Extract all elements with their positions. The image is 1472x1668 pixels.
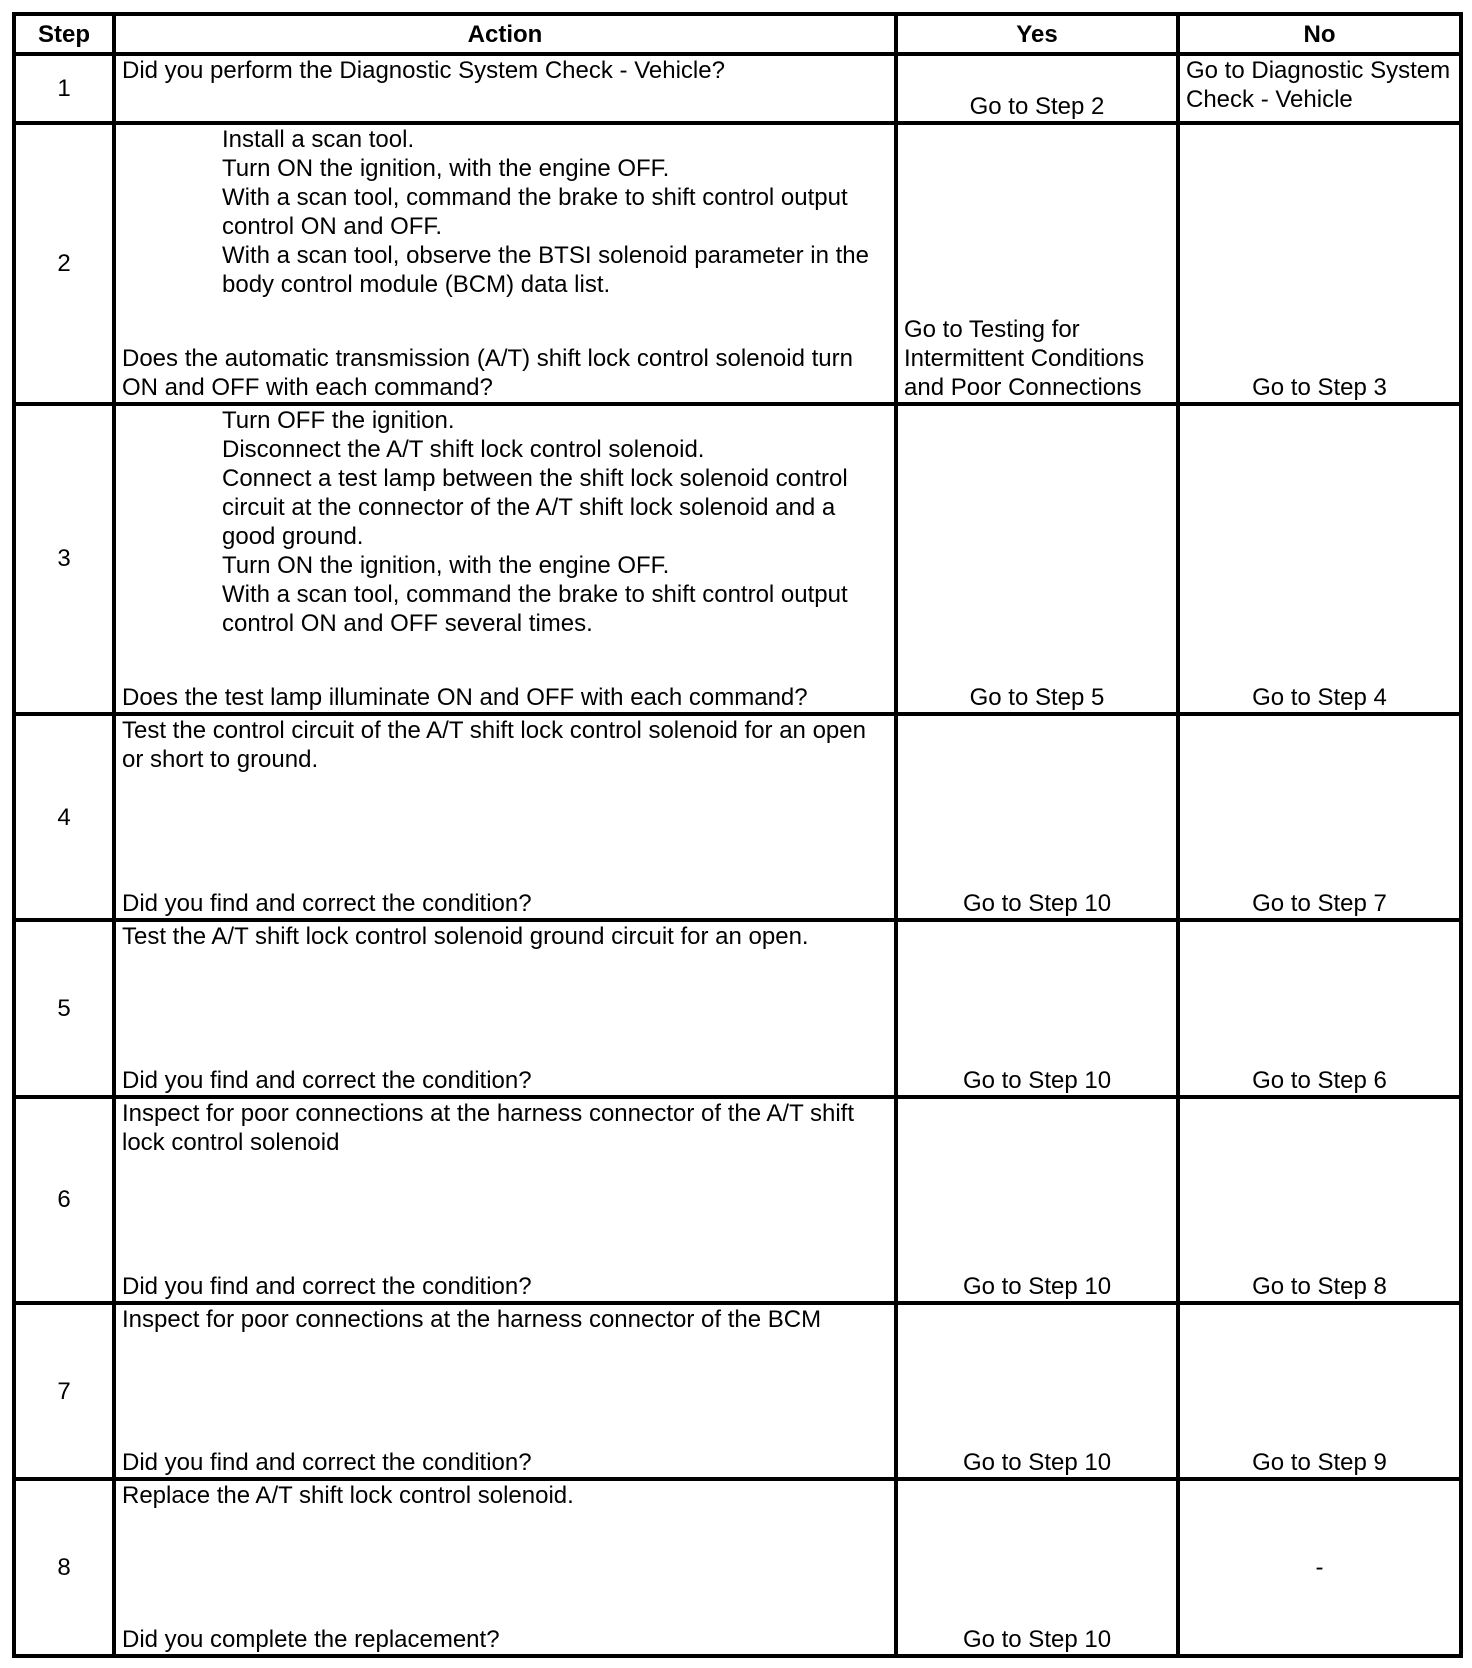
yes-cell: Go to Step 10: [896, 1097, 1178, 1303]
step-number: 5: [14, 920, 114, 1096]
action-step-item: With a scan tool, command the brake to shift control output control ON and OFF.: [222, 184, 848, 241]
yes-cell: Go to Step 10: [896, 714, 1178, 920]
action-cell: [114, 1303, 896, 1479]
header-no: No: [1178, 14, 1461, 54]
action-question: Does the automatic transmission (A/T) shift lock control solenoid turn ON and OFF with each command?: [122, 344, 853, 401]
action-cell: [114, 1097, 896, 1303]
action-instruction: Test the A/T shift lock control solenoid ground circuit for an open.: [122, 923, 809, 951]
action-cell: [114, 1479, 896, 1656]
action-instruction: Replace the A/T shift lock control solenoid.: [122, 1482, 574, 1510]
action-step-item: Turn ON the ignition, with the engine OFF.: [222, 155, 670, 183]
step-number: 3: [14, 404, 114, 714]
yes-cell: Go to Step 10: [896, 1479, 1178, 1656]
action-instruction: Test the control circuit of the A/T shift lock control solenoid for an open or short to ground.: [122, 717, 866, 774]
no-cell: Go to Step 9: [1178, 1303, 1461, 1479]
header-action: Action: [114, 14, 896, 54]
no-cell: Go to Step 3: [1178, 123, 1461, 404]
yes-cell: Go to Step 2: [896, 54, 1178, 123]
action-question: Did you complete the replacement?: [122, 1626, 500, 1653]
action-steps: [122, 406, 888, 638]
action-instruction: Inspect for poor connections at the harness connector of the A/T shift lock control solenoid: [122, 1099, 854, 1156]
yes-cell: Go to Step 5: [896, 404, 1178, 714]
header-step: Step: [14, 14, 114, 54]
yes-cell: Go to Step 10: [896, 920, 1178, 1096]
action-step-item: Install a scan tool.: [222, 126, 415, 154]
action-step-item: Turn OFF the ignition.: [222, 406, 455, 434]
diagnostic-table: [12, 12, 1463, 1658]
table-row-step-3: [14, 404, 1461, 714]
no-cell: Go to Diagnostic System Check - Vehicle: [1178, 54, 1461, 123]
step-number: 6: [14, 1097, 114, 1303]
action-step-item: With a scan tool, command the brake to shift control output control ON and OFF several times.: [222, 580, 848, 637]
table-row-step-2: [14, 123, 1461, 404]
action-steps: [122, 125, 888, 299]
no-cell: Go to Step 4: [1178, 404, 1461, 714]
table-row-step-5: [14, 920, 1461, 1096]
step-number: 4: [14, 714, 114, 920]
table-row-step-7: [14, 1303, 1461, 1479]
action-question: Did you perform the Diagnostic System Check - Vehicle?: [122, 57, 725, 84]
action-cell: [114, 123, 896, 404]
table-row-step-1: [14, 54, 1461, 123]
table-row-step-6: [14, 1097, 1461, 1303]
action-cell: [114, 404, 896, 714]
action-cell: [114, 714, 896, 920]
action-question: Did you find and correct the condition?: [122, 1449, 532, 1477]
action-step-item: Connect a test lamp between the shift lock solenoid control circuit at the connector of the A/T shift lock solenoid and a good ground.: [222, 464, 848, 550]
step-number: 1: [14, 54, 114, 123]
action-question: Did you find and correct the condition?: [122, 1066, 532, 1094]
step-number: 2: [14, 123, 114, 404]
yes-cell: Go to Step 10: [896, 1303, 1178, 1479]
action-question: Does the test lamp illuminate ON and OFF with each command?: [122, 684, 808, 712]
action-question: Did you find and correct the condition?: [122, 890, 532, 918]
table-row-step-8: [14, 1479, 1461, 1656]
action-cell: [114, 54, 896, 123]
step-number: 7: [14, 1303, 114, 1479]
no-cell: -: [1178, 1479, 1461, 1656]
action-step-item: Turn ON the ignition, with the engine OFF.: [222, 551, 670, 579]
step-number: 8: [14, 1479, 114, 1656]
no-cell: Go to Step 6: [1178, 920, 1461, 1096]
action-question: Did you find and correct the condition?: [122, 1273, 532, 1301]
action-step-item: With a scan tool, observe the BTSI solenoid parameter in the body control module (BCM) data list.: [222, 242, 870, 299]
table-row-step-4: [14, 714, 1461, 920]
header-yes: Yes: [896, 14, 1178, 54]
action-instruction: Inspect for poor connections at the harness connector of the BCM: [122, 1306, 822, 1334]
header-row: [14, 14, 1461, 54]
no-cell: Go to Step 8: [1178, 1097, 1461, 1303]
action-step-item: Disconnect the A/T shift lock control solenoid.: [222, 435, 705, 463]
no-cell: Go to Step 7: [1178, 714, 1461, 920]
yes-cell: Go to Testing for Intermittent Conditions and Poor Connections: [896, 123, 1178, 404]
action-cell: [114, 920, 896, 1096]
